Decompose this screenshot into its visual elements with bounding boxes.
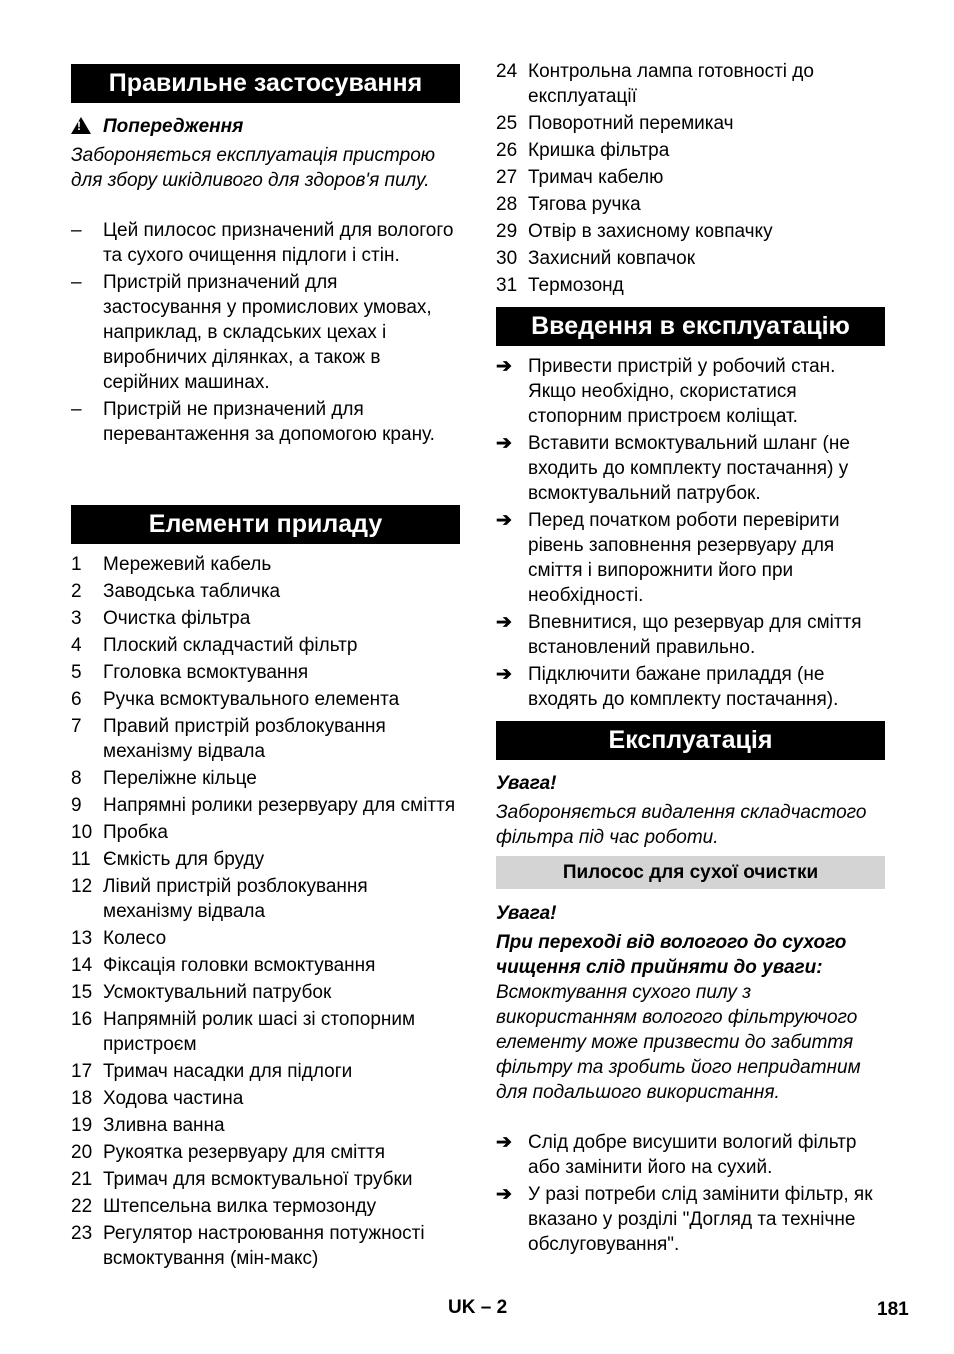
item-label: Штепсельна вилка термозонду: [103, 1196, 377, 1217]
item-number: 11: [71, 849, 91, 870]
item-number: 16: [71, 1009, 93, 1030]
list-item: [71, 660, 461, 685]
item-number: 24: [496, 61, 518, 82]
page-number: 181: [877, 1299, 909, 1320]
step-text: Впевнитися, що резервуар для сміття встановлений правильно.: [528, 612, 862, 658]
step-text: Привести пристрій у робочий стан. Якщо необхідно, скористатися стопорним пристроєм коліщат.: [528, 356, 836, 427]
item-label: Лівий пристрій розблокування механізму відвала: [103, 876, 368, 922]
item-label: Ходова частина: [103, 1088, 244, 1109]
item-label: Плоский складчастий фільтр: [103, 635, 358, 656]
list-item: – Цей пилосос призначений для вологого та сухого очищення підлоги і стін.: [71, 220, 454, 266]
item-number: 3: [71, 608, 82, 629]
list-item: [71, 953, 461, 978]
list-item: [71, 766, 461, 791]
list-item: [71, 579, 461, 604]
item-number: 9: [71, 795, 82, 816]
list-item: – Пристрій призначений для застосування у промислових умовах, наприклад, в складських цехах і виробничих ділянках, а також в серійних машинах.: [71, 272, 432, 393]
arrow-right-icon: ➔: [496, 510, 512, 531]
item-label: Зливна ванна: [103, 1115, 225, 1136]
section-heading-startup: Введення в експлуатацію: [496, 307, 885, 346]
item-number: 18: [71, 1088, 93, 1109]
warning-text: Забороняється експлуатація пристрою для збору шкідливого для здоров'я пилу.: [71, 145, 436, 191]
list-item: [496, 273, 886, 298]
warning-heading: [71, 114, 461, 139]
arrow-right-icon: ➔: [496, 433, 512, 454]
dash-bullet: –: [71, 220, 82, 241]
item-label: Ємкість для бруду: [103, 849, 265, 870]
step-text: Перед початком роботи перевірити рівень заповнення резервуару для сміття і випорожнити його при необхідності.: [528, 510, 840, 606]
list-item: [71, 793, 461, 818]
warning-triangle-icon: [71, 117, 91, 134]
item-label: Заводська табличка: [103, 581, 281, 602]
item-label: Контрольна лампа готовності до експлуатації: [528, 61, 814, 107]
list-item: [71, 980, 461, 1005]
dash-bullet: –: [71, 272, 82, 293]
section-heading-operation: Експлуатація: [496, 721, 885, 760]
step-item: [496, 431, 886, 506]
item-label: Напрямній ролик шасі зі стопорним пристроєм: [103, 1009, 416, 1055]
item-label: Отвір в захисному ковпачку: [528, 221, 773, 242]
list-item: [71, 1140, 461, 1165]
step-text: Слід добре висушити вологий фільтр або замінити його на сухий.: [528, 1132, 857, 1178]
step-text: Вставити всмоктувальний шланг (не входить до комплекту постачання) у всмоктувальний патрубок.: [528, 433, 850, 504]
item-number: 17: [71, 1061, 93, 1082]
item-number: 5: [71, 662, 82, 683]
dry-steps: [496, 1130, 886, 1259]
item-number: 10: [71, 822, 93, 843]
list-item: [71, 820, 461, 845]
item-number: 23: [71, 1223, 93, 1244]
caution-text: Забороняється видалення складчастого фільтра під час роботи.: [496, 802, 867, 848]
item-number: 13: [71, 928, 93, 949]
item-number: 12: [71, 876, 93, 897]
startup-steps: [496, 354, 886, 714]
list-item: [71, 847, 461, 872]
step-item: [496, 354, 886, 429]
list-item: [71, 1221, 461, 1271]
item-label: Тримач для всмоктувальної трубки: [103, 1169, 413, 1190]
item-label: Гголовка всмоктування: [103, 662, 309, 683]
item-label: Напрямні ролики резервуару для сміття: [103, 795, 456, 816]
step-item: [496, 662, 886, 712]
step-text: У разі потреби слід замінити фільтр, як вказано у розділі "Догляд та технічне обслуговування".: [528, 1184, 873, 1255]
item-label: Термозонд: [528, 275, 624, 296]
section-heading-elements: Елементи приладу: [71, 505, 460, 544]
item-number: 19: [71, 1115, 93, 1136]
list-item: [496, 246, 886, 271]
step-item: [496, 508, 886, 608]
list-item: [71, 1007, 461, 1057]
list-item: [71, 714, 461, 764]
list-item: [71, 1167, 461, 1192]
section-heading-intended-use: Правильне застосування: [71, 64, 460, 103]
warning-label: Попередження: [103, 116, 244, 137]
item-number: 8: [71, 768, 82, 789]
item-number: 25: [496, 113, 518, 134]
arrow-right-icon: ➔: [496, 664, 512, 685]
list-item: [71, 1194, 461, 1219]
item-label: Пробка: [103, 822, 168, 843]
list-item: [71, 926, 461, 951]
list-item: [496, 138, 886, 163]
item-label: Тягова ручка: [528, 194, 641, 215]
list-item: [496, 219, 886, 244]
arrow-right-icon: ➔: [496, 1184, 512, 1205]
item-label: Захисний ковпачок: [528, 248, 696, 269]
item-number: 31: [496, 275, 518, 296]
dry-italic-note: Всмоктування сухого пилу з використанням вологого фільтруючого елементу може призвести до забиття фільтру та зробить його непридатним для подальшого використання.: [496, 982, 861, 1103]
elements-list: [71, 552, 461, 1273]
item-number: 14: [71, 955, 93, 976]
item-number: 7: [71, 716, 82, 737]
item-number: 21: [71, 1169, 93, 1190]
item-number: 6: [71, 689, 82, 710]
item-label: Поворотний перемикач: [528, 113, 734, 134]
dry-caution-label: Увага!: [496, 903, 557, 924]
item-label: Регулятор настроювання потужності всмоктування (мін-макс): [103, 1223, 425, 1269]
item-number: 2: [71, 581, 82, 602]
item-label: Фіксація головки всмоктування: [103, 955, 376, 976]
list-item: [71, 874, 461, 924]
list-item: [496, 59, 886, 109]
list-item: [71, 606, 461, 631]
item-number: 1: [71, 554, 82, 575]
arrow-right-icon: ➔: [496, 356, 512, 377]
dash-bullet: –: [71, 399, 82, 420]
elements-list-continued: [496, 59, 886, 300]
item-number: 27: [496, 167, 518, 188]
subsection-heading-dry: Пилосос для сухої очистки: [496, 856, 885, 889]
item-label: Мережевий кабель: [103, 554, 272, 575]
item-label: Тримач кабелю: [528, 167, 664, 188]
item-label: Рукоятка резервуару для сміття: [103, 1142, 386, 1163]
item-label: Переліжне кільце: [103, 768, 257, 789]
list-item: [496, 192, 886, 217]
step-item: [496, 610, 886, 660]
item-label: Усмоктувальний патрубок: [103, 982, 332, 1003]
caution-label: Увага!: [496, 773, 557, 794]
list-item: [71, 1086, 461, 1111]
list-item: [71, 552, 461, 577]
step-item: [496, 1130, 886, 1180]
item-number: 28: [496, 194, 518, 215]
step-text: Підключити бажане приладдя (не входять до комплекту постачання).: [528, 664, 839, 710]
item-number: 26: [496, 140, 518, 161]
list-item: [71, 633, 461, 658]
list-item: [496, 165, 886, 190]
item-number: 29: [496, 221, 518, 242]
item-label: Ручка всмоктувального елемента: [103, 689, 400, 710]
arrow-right-icon: ➔: [496, 612, 512, 633]
item-label: Очистка фільтра: [103, 608, 251, 629]
list-item: [71, 1113, 461, 1138]
arrow-right-icon: ➔: [496, 1132, 512, 1153]
item-number: 4: [71, 635, 82, 656]
list-item: [71, 687, 461, 712]
item-number: 30: [496, 248, 518, 269]
step-item: [496, 1182, 886, 1257]
list-item: – Пристрій не призначений для перевантаження за допомогою крану.: [71, 399, 435, 445]
item-label: Правий пристрій розблокування механізму відвала: [103, 716, 386, 762]
item-label: Тримач насадки для підлоги: [103, 1061, 353, 1082]
item-label: Кришка фільтра: [528, 140, 670, 161]
footer-language-code: UK – 2: [448, 1297, 508, 1318]
intended-use-list: [71, 218, 461, 449]
item-number: 20: [71, 1142, 93, 1163]
item-number: 15: [71, 982, 93, 1003]
list-item: [496, 111, 886, 136]
dry-bold-note: При переході від вологого до сухого чищення слід прийняти до уваги:: [496, 932, 847, 978]
item-number: 22: [71, 1196, 93, 1217]
item-label: Колесо: [103, 928, 167, 949]
list-item: [71, 1059, 461, 1084]
